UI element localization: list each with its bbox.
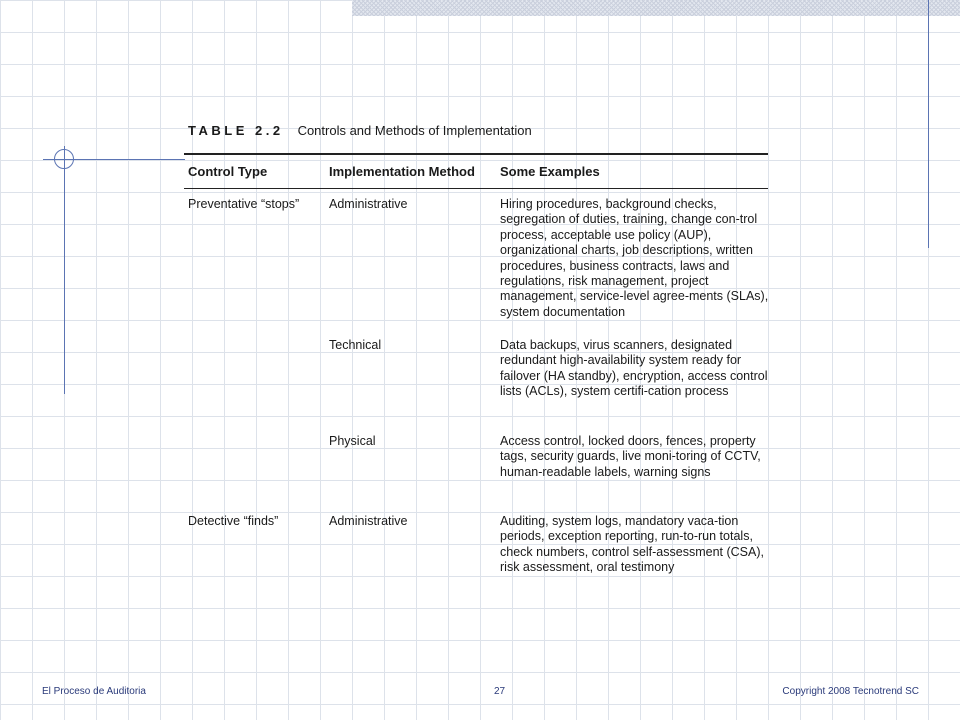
table-title: Controls and Methods of Implementation	[297, 123, 532, 138]
row-4-method: Administrative	[329, 514, 408, 528]
table-heading	[188, 123, 532, 138]
footer-copyright: Copyright 2008 Tecnotrend SC	[782, 686, 919, 697]
decorative-vertical-line-right	[928, 0, 929, 248]
row-1-examples: Hiring procedures, background checks, segregation of duties, training, change con-trol process, acceptable use policy (AUP), organizational charts, job descriptions, written procedures, business contracts, laws and regulations, risk management, project management, service-level agree-ments (SLAs), system documentation	[500, 197, 769, 319]
footer-page-number: 27	[494, 686, 506, 697]
table-label: TABLE 2.2	[188, 123, 284, 138]
table-top-rule	[184, 153, 768, 155]
table-header-rule	[184, 188, 768, 189]
row-1-method: Administrative	[329, 197, 408, 211]
header-pattern-bar	[352, 0, 960, 16]
row-2-method: Technical	[329, 338, 382, 352]
row-3-examples: Access control, locked doors, fences, property tags, security guards, live moni-toring of CCTV, human-readable labels, warning signs	[500, 434, 761, 479]
row-1-control-type: Preventative “stops”	[188, 197, 300, 211]
row-4-control-type: Detective “finds”	[188, 514, 279, 528]
decorative-vertical-line-left	[64, 146, 65, 394]
row-3-method: Physical	[329, 434, 376, 448]
row-2-examples: Data backups, virus scanners, designated redundant high-availability system ready for failover (HA standby), encryption, access control lists (ACLs), system certifi-cation process	[500, 338, 768, 399]
footer-presentation-title: El Proceso de Auditoria	[42, 686, 146, 697]
crosshair-circle-icon	[54, 149, 74, 169]
column-header-implementation-method: Implementation Method	[329, 164, 475, 179]
column-header-control-type: Control Type	[188, 164, 268, 179]
row-4-examples: Auditing, system logs, mandatory vaca-tion periods, exception reporting, run-to-run totals, check numbers, control self-assessment (CSA), risk assessment, oral testimony	[500, 514, 764, 575]
column-header-some-examples: Some Examples	[500, 164, 600, 179]
